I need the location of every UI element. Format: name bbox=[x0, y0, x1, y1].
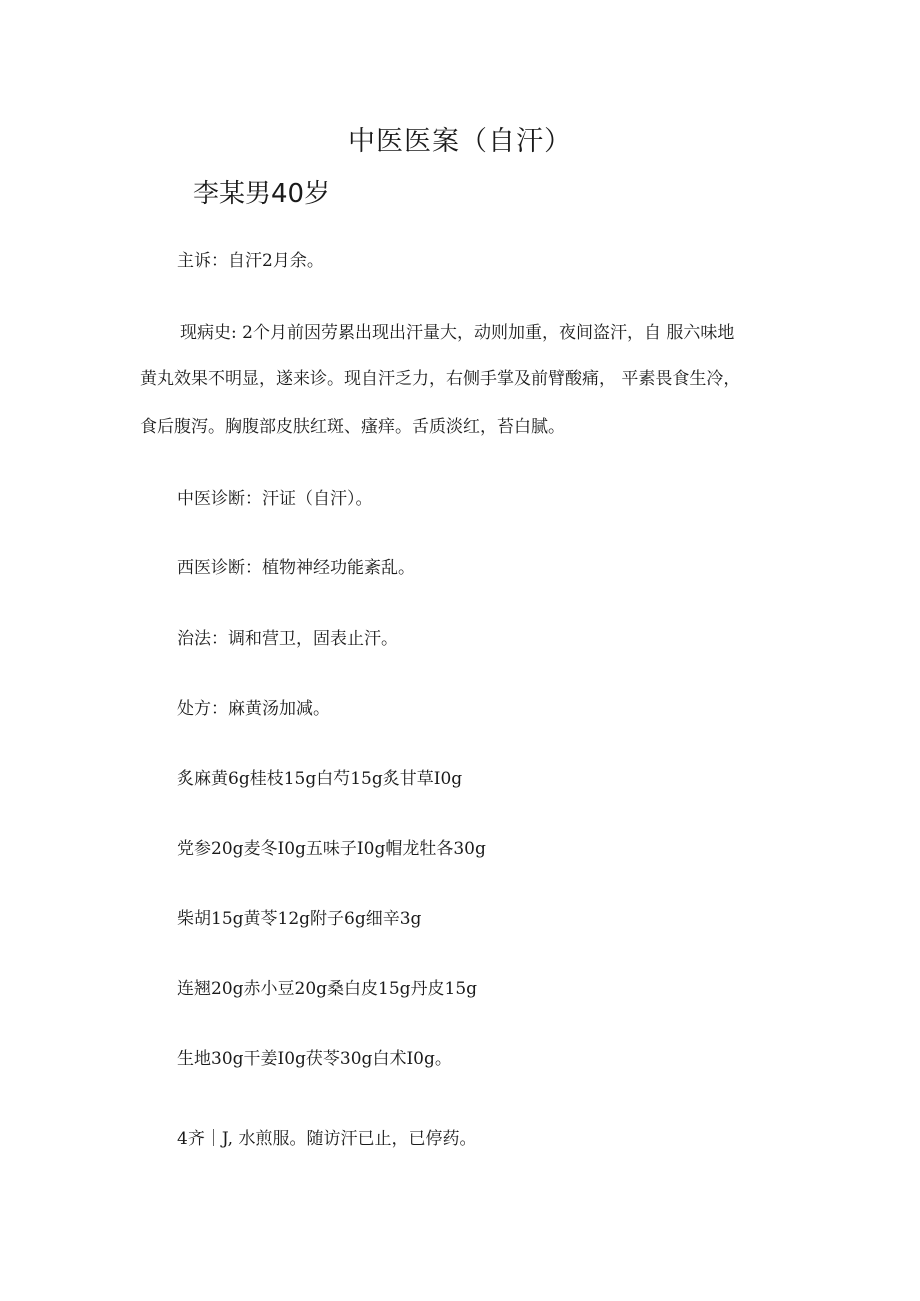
herb-line: 生地30g干姜I0g茯苓30g白术I0g。 bbox=[177, 1049, 452, 1069]
herb-line: 连翘20g赤小豆20g桑白皮15g丹皮15g bbox=[177, 979, 478, 999]
prescription-title: 处方：麻黄汤加减。 bbox=[177, 699, 330, 719]
western-diagnosis: 西医诊断：植物神经功能紊乱。 bbox=[177, 558, 415, 578]
history-line-2: 黄丸效果不明显，遂来诊。现自汗乏力，右侧手掌及前臂酸痛， 平素畏食生冷， bbox=[140, 369, 741, 389]
present-history bbox=[140, 318, 800, 438]
document-title: 中医医案（自汗） bbox=[348, 126, 572, 157]
tcm-diagnosis: 中医诊断：汗证（自汗）。 bbox=[177, 489, 373, 509]
herb-line: 炙麻黄6g桂枝15g白芍15g炙甘草I0g bbox=[177, 769, 463, 789]
treatment-method: 治法：调和营卫，固表止汗。 bbox=[177, 629, 398, 649]
history-line-3: 食后腹泻。胸腹部皮肤红斑、瘙痒。舌质淡红，苔白腻。 bbox=[140, 417, 565, 437]
followup-note: 4齐｜J, 水煎服。随访汗已止，已停药。 bbox=[177, 1129, 477, 1149]
history-line-1: 现病史: 2个月前因劳累出现出汗量大，动则加重，夜间盗汗，自 服六味地 bbox=[180, 323, 735, 343]
chief-complaint: 主诉：自汗2月余。 bbox=[177, 251, 324, 271]
patient-info: 李某男40岁 bbox=[193, 179, 331, 209]
herb-line: 柴胡15g黄苓12g附子6g细辛3g bbox=[177, 909, 422, 929]
herb-line: 党参20g麦冬I0g五味子I0g帽龙牡各30g bbox=[177, 839, 486, 859]
